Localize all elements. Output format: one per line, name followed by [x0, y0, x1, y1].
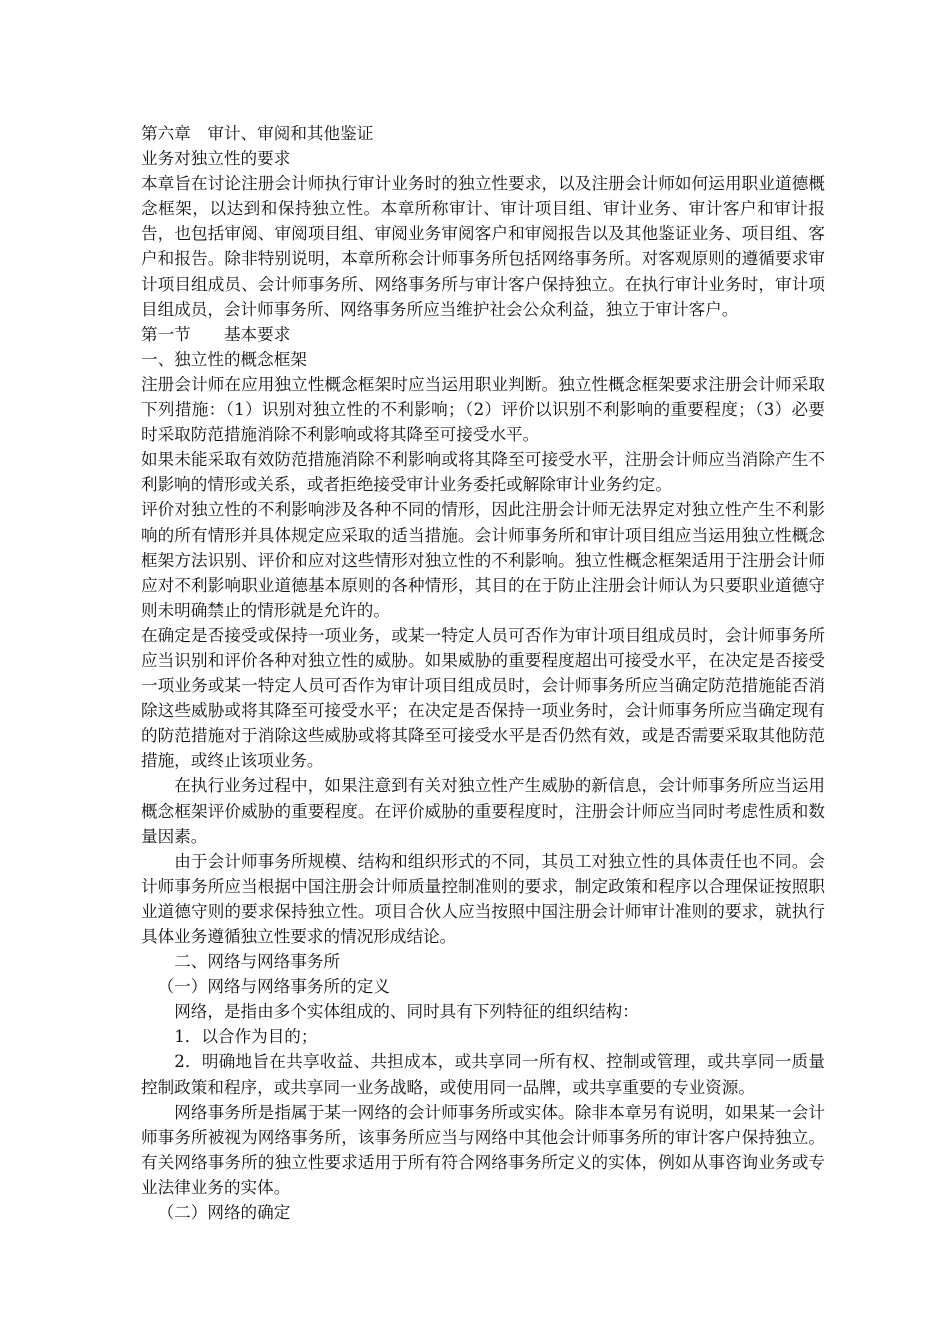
subsection-heading: （一）网络与网络事务所的定义 [157, 977, 390, 997]
body-paragraph: 评价对独立性的不利影响涉及各种不同的情形，因此注册会计师无法界定对独立性产生不利影响的所有情形并具体规定应采取的适当措施。会计师事务所和审计项目组应当运用独立性概念框架方法识别、评价和应对这些情形对独立性的不利影响。独立性概念框架适用于注册会计师应对不利影响职业道德基本原则的各种情形，其目的在于防止注册会计师认为只要职业道德守则未明确禁止的情形就是允许的。 [141, 500, 825, 620]
subsection-heading: （二）网络的确定 [157, 1203, 291, 1223]
section-heading: 第一节 基本要求 [141, 324, 291, 344]
body-paragraph: 网络事务所是指属于某一网络的会计师事务所或实体。除非本章另有说明，如果某一会计师事务所被视为网络事务所，该事务所应当与网络中其他会计师事务所的审计客户保持独立。有关网络事务所的独立性要求适用于所有符合网络事务所定义的实体，例如从事咨询业务或专业法律业务的实体。 [141, 1102, 825, 1197]
list-item: 1．以合作为目的； [174, 1027, 318, 1047]
document-page [141, 121, 825, 1225]
subsection-heading: 二、网络与网络事务所 [174, 952, 341, 972]
list-item: 2．明确地旨在共享收益、共担成本，或共享同一所有权、控制或管理，或共享同一质量控制政策和程序，或共享同一业务战略，或使用同一品牌，或共享重要的专业资源。 [141, 1052, 825, 1097]
body-paragraph: 如果未能采取有效防范措施消除不利影响或将其降至可接受水平，注册会计师应当消除产生不利影响的情形或关系，或者拒绝接受审计业务委托或解除审计业务约定。 [141, 450, 825, 495]
intro-paragraph: 本章旨在讨论注册会计师执行审计业务时的独立性要求，以及注册会计师如何运用职业道德概念框架，以达到和保持独立性。本章所称审计、审计项目组、审计业务、审计客户和审计报告，也包括审阅、审阅项目组、审阅业务审阅客户和审阅报告以及其他鉴证业务、项目组、客户和报告。除非特别说明，本章所称会计师事务所包括网络事务所。对客观原则的遵循要求审计项目组成员、会计师事务所、网络事务所与审计客户保持独立。在执行审计业务时，审计项目组成员，会计师事务所、网络事务所应当维护社会公众利益，独立于审计客户。 [141, 174, 825, 319]
chapter-subtitle: 业务对独立性的要求 [141, 149, 291, 169]
body-paragraph: 由于会计师事务所规模、结构和组织形式的不同，其员工对独立性的具体责任也不同。会计师事务所应当根据中国注册会计师质量控制准则的要求，制定政策和程序以合理保证按照职业道德守则的要求保持独立性。项目合伙人应当按照中国注册会计师审计准则的要求，就执行具体业务遵循独立性要求的情况形成结论。 [141, 851, 825, 946]
chapter-title: 第六章 审计、审阅和其他鉴证 [141, 124, 374, 143]
body-paragraph: 在执行业务过程中，如果注意到有关对独立性产生威胁的新信息，会计师事务所应当运用概念框架评价威胁的重要程度。在评价威胁的重要程度时，注册会计师应当同时考虑性质和数量因素。 [141, 776, 825, 846]
body-paragraph: 在确定是否接受或保持一项业务，或某一特定人员可否作为审计项目组成员时，会计师事务所应当识别和评价各种对独立性的威胁。如果威胁的重要程度超出可接受水平，在决定是否接受一项业务或某一特定人员可否作为审计项目组成员时，会计师事务所应当确定防范措施能否消除这些威胁或将其降至可接受水平；在决定是否保持一项业务时，会计师事务所应当确定现有的防范措施对于消除这些威胁或将其降至可接受水平是否仍然有效，或是否需要采取其他防范措施，或终止该项业务。 [141, 625, 825, 771]
body-paragraph: 注册会计师在应用独立性概念框架时应当运用职业判断。独立性概念框架要求注册会计师采取下列措施：（1）识别对独立性的不利影响；（2）评价以识别不利影响的重要程度；（3）必要时采取防范措施消除不利影响或将其降至可接受水平。 [141, 374, 825, 445]
body-paragraph: 网络，是指由多个实体组成的、同时具有下列特征的组织结构： [174, 1002, 639, 1022]
subsection-heading: 一、独立性的概念框架 [141, 349, 307, 369]
